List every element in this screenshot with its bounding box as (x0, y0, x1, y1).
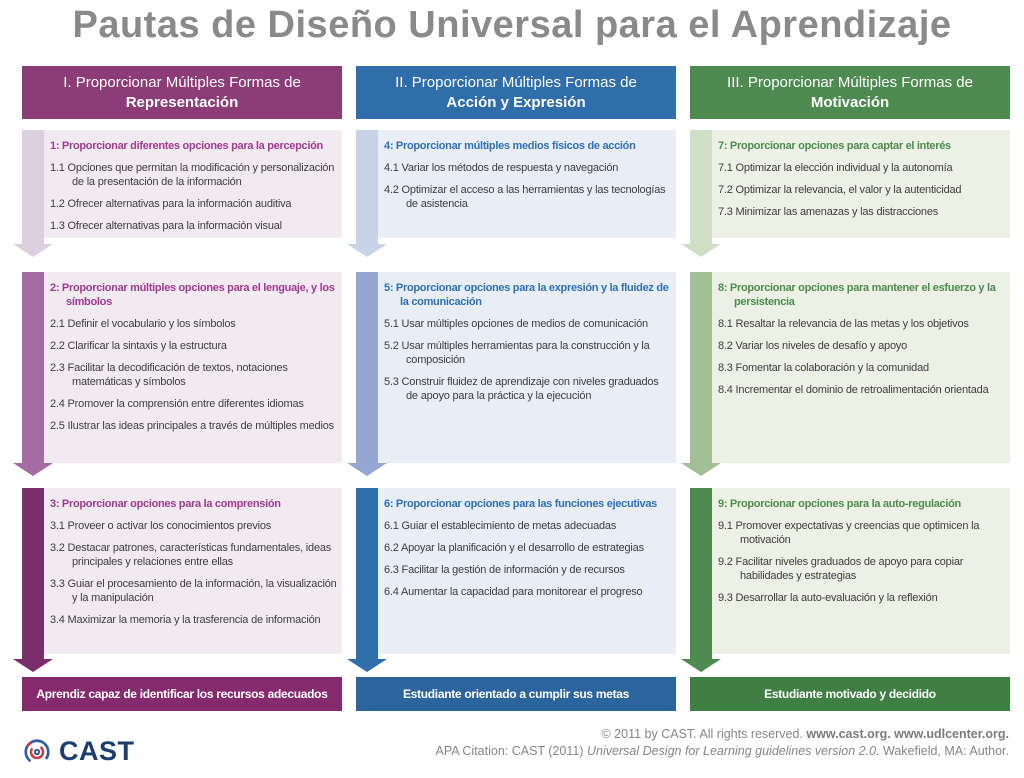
guideline-5-heading: 5: Proporcionar opciones para la expresión y la fluidez de la comunicación (384, 282, 669, 308)
checkpoint-7-1: 7.1 Optimizar la elección individual y la autonomía (718, 162, 953, 174)
guideline-8-box (690, 272, 1010, 463)
copyright-text: © 2011 by CAST. All rights reserved. (601, 727, 807, 741)
checkpoint-9-1: 9.1 Promover expectativas y creencias que optimicen la motivación (718, 520, 980, 546)
column-header-line1: III. Proporcionar Múltiples Formas de (727, 73, 973, 91)
down-arrowhead-icon (347, 463, 387, 476)
checkpoint-8-3: 8.3 Fomentar la colaboración y la comunidad (718, 362, 929, 374)
column-header-line2: Motivación (810, 93, 890, 111)
down-arrowhead-icon (13, 463, 53, 476)
checkpoint-2-3: 2.3 Facilitar la decodificación de textos, notaciones matemáticas y símbolos (50, 362, 288, 388)
copyright-line2 (436, 743, 1009, 760)
checkpoint-3-3: 3.3 Guiar el procesamiento de la información, la visualización y la manipulación (50, 578, 337, 604)
checkpoint-2-5: 2.5 Ilustrar las ideas principales a través de múltiples medios (50, 420, 334, 432)
column-header-line1: I. Proporcionar Múltiples Formas de (63, 73, 301, 91)
column-header-line1: II. Proporcionar Múltiples Formas de (395, 73, 637, 91)
checkpoint-6-1: 6.1 Guiar el establecimiento de metas adecuadas (384, 520, 617, 532)
down-arrow-icon (356, 130, 378, 244)
checkpoint-8-1: 8.1 Resaltar la relevancia de las metas y los objetivos (718, 318, 969, 330)
checkpoint-2-4: 2.4 Promover la comprensión entre diferentes idiomas (50, 398, 304, 410)
copyright-block (436, 726, 1009, 760)
outcome-banner-motivation: Estudiante motivado y decidido (690, 677, 1010, 711)
checkpoint-8-2: 8.2 Variar los niveles de desafío y apoyo (718, 340, 908, 352)
down-arrow-icon (356, 488, 378, 659)
down-arrow-icon (22, 488, 44, 659)
column-header-action-expression (356, 66, 676, 119)
guideline-6-heading: 6: Proporcionar opciones para las funciones ejecutivas (384, 498, 657, 510)
checkpoint-1-1: 1.1 Opciones que permitan la modificación y personalización de la presentación de la información (50, 162, 335, 188)
down-arrow-icon (22, 130, 44, 244)
checkpoint-4-2: 4.2 Optimizar el acceso a las herramientas y las tecnologías de asistencia (384, 184, 666, 210)
down-arrowhead-icon (681, 244, 721, 257)
down-arrowhead-icon (347, 659, 387, 672)
guideline-7-box (690, 130, 1010, 238)
guideline-9-box (690, 488, 1010, 654)
checkpoint-2-2: 2.2 Clarificar la sintaxis y la estructura (50, 340, 227, 352)
guideline-9-heading: 9: Proporcionar opciones para la auto-regulación (718, 498, 961, 510)
column-header-representation (22, 66, 342, 119)
checkpoint-5-2: 5.2 Usar múltiples herramientas para la construcción y la composición (384, 340, 650, 366)
guideline-4-heading: 4: Proporcionar múltiples medios físicos de acción (384, 140, 636, 152)
column-header-line2: Representación (125, 93, 239, 111)
column-action-expression (356, 0, 676, 778)
copyright-urls: www.cast.org. www.udlcenter.org. (806, 727, 1009, 741)
guideline-3-heading: 3: Proporcionar opciones para la comprensión (50, 498, 281, 510)
column-header-line2: Acción y Expresión (446, 93, 586, 111)
checkpoint-9-3: 9.3 Desarrollar la auto-evaluación y la reflexión (718, 592, 938, 604)
checkpoint-9-2: 9.2 Facilitar niveles graduados de apoyo para copiar habilidades y estrategias (718, 556, 964, 582)
apa-citation-title: Universal Design for Learning guidelines version 2.0. (587, 744, 880, 758)
checkpoint-6-2: 6.2 Apoyar la planificación y el desarrollo de estrategias (384, 542, 644, 554)
guideline-3-box (22, 488, 342, 654)
checkpoint-3-4: 3.4 Maximizar la memoria y la trasferencia de información (50, 614, 321, 626)
guideline-5-box (356, 272, 676, 463)
guideline-4-box (356, 130, 676, 238)
guideline-2-box (22, 272, 342, 463)
checkpoint-5-1: 5.1 Usar múltiples opciones de medios de comunicación (384, 318, 648, 330)
down-arrow-icon (690, 272, 712, 463)
copyright-line1 (436, 726, 1009, 743)
apa-citation-prefix: APA Citation: CAST (2011) (435, 744, 587, 758)
guideline-6-box (356, 488, 676, 654)
column-motivation (690, 0, 1010, 778)
checkpoint-7-3: 7.3 Minimizar las amenazas y las distracciones (718, 206, 939, 218)
column-representation (22, 0, 342, 778)
guideline-2-heading: 2: Proporcionar múltiples opciones para el lenguaje, y los símbolos (50, 282, 335, 308)
checkpoint-7-2: 7.2 Optimizar la relevancia, el valor y la autenticidad (718, 184, 962, 196)
cast-wordmark: CAST (59, 736, 135, 766)
checkpoint-4-1: 4.1 Variar los métodos de respuesta y navegación (384, 162, 619, 174)
checkpoint-1-3: 1.3 Ofrecer alternativas para la información visual (50, 220, 282, 232)
cast-target-icon (22, 737, 52, 767)
guideline-7-heading: 7: Proporcionar opciones para captar el interés (718, 140, 951, 152)
outcome-banner-action-expression: Estudiante orientado a cumplir sus metas (356, 677, 676, 711)
down-arrow-icon (690, 130, 712, 244)
checkpoint-3-1: 3.1 Proveer o activar los conocimientos previos (50, 520, 272, 532)
down-arrowhead-icon (681, 659, 721, 672)
down-arrowhead-icon (681, 463, 721, 476)
outcome-banner-representation: Aprendiz capaz de identificar los recursos adecuados (22, 677, 342, 711)
guideline-8-heading: 8: Proporcionar opciones para mantener el esfuerzo y la persistencia (718, 282, 996, 308)
down-arrowhead-icon (347, 244, 387, 257)
checkpoint-6-3: 6.3 Facilitar la gestión de información y de recursos (384, 564, 625, 576)
down-arrow-icon (22, 272, 44, 463)
checkpoint-6-4: 6.4 Aumentar la capacidad para monitorear el progreso (384, 586, 643, 598)
down-arrowhead-icon (13, 659, 53, 672)
checkpoint-2-1: 2.1 Definir el vocabulario y los símbolos (50, 318, 236, 330)
guideline-1-box (22, 130, 342, 238)
down-arrow-icon (690, 488, 712, 659)
down-arrowhead-icon (13, 244, 53, 257)
cast-logo (22, 736, 135, 767)
checkpoint-5-3: 5.3 Construir fluidez de aprendizaje con niveles graduados de apoyo para la práctica y la ejecución (384, 376, 659, 402)
guideline-1-heading: 1: Proporcionar diferentes opciones para la percepción (50, 140, 323, 152)
checkpoint-3-2: 3.2 Destacar patrones, características fundamentales, ideas principales y relaciones entre ellas (50, 542, 332, 568)
page-title: Pautas de Diseño Universal para el Aprendizaje (72, 4, 952, 46)
down-arrow-icon (356, 272, 378, 463)
checkpoint-1-2: 1.2 Ofrecer alternativas para la información auditiva (50, 198, 292, 210)
column-header-motivation (690, 66, 1010, 119)
checkpoint-8-4: 8.4 Incrementar el dominio de retroalimentación orientada (718, 384, 989, 396)
apa-citation-suffix: Wakefield, MA: Author. (879, 744, 1009, 758)
